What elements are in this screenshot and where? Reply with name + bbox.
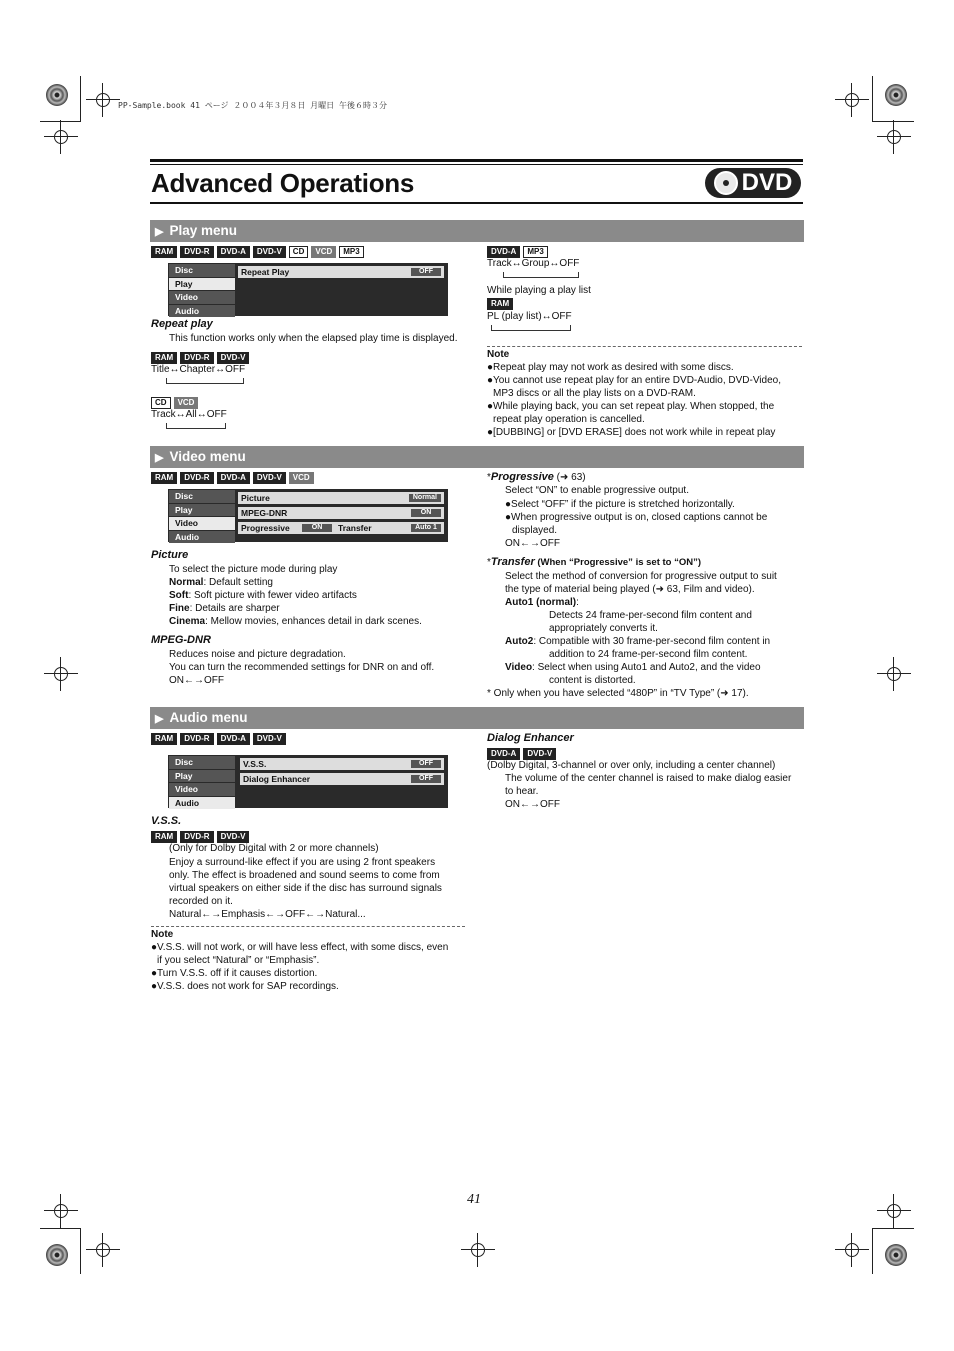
crop-line	[872, 1228, 873, 1274]
repeat-group3-cycle: Track↔Group↔OFF	[487, 258, 580, 269]
progressive-line: ●Select “OFF” if the picture is stretched horizontally.	[505, 499, 735, 510]
osd-row-value: OFF	[411, 760, 441, 768]
cycle-loop-arrow	[503, 272, 579, 278]
registration-target	[46, 1244, 68, 1266]
registration-crosshair	[86, 1233, 120, 1267]
osd-row-label: MPEG-DNR	[241, 508, 288, 518]
disc-icon	[714, 171, 738, 195]
picture-option	[169, 576, 273, 589]
transfer-auto1-line: Detects 24 frame-per-second film content and	[549, 610, 752, 621]
disc-badge: DVD-V	[253, 472, 286, 484]
disc-badge: RAM	[151, 352, 177, 364]
transfer-line: the type of material being played (➜ 63, Film and video).	[505, 584, 755, 595]
disc-badge: DVD-V	[253, 246, 286, 258]
audio-note-line: ●V.S.S. will not work, or will have less effect, with some discs, even	[151, 942, 449, 953]
progressive-title: Progressive	[490, 471, 554, 483]
disc-badge: DVD-A	[487, 246, 520, 258]
osd-tab-disc[interactable]: Disc	[169, 490, 235, 503]
option-key: Auto2	[505, 636, 534, 647]
disc-badge: RAM	[151, 733, 177, 745]
vss-line: (Only for Dolby Digital with 2 or more channels)	[169, 843, 379, 854]
footnote-star: *	[487, 472, 491, 483]
audio-menu-badges	[151, 733, 286, 745]
video-menu-osd	[168, 489, 448, 542]
option-colon: :	[576, 597, 579, 608]
registration-crosshair	[877, 657, 911, 691]
transfer-heading	[487, 556, 701, 569]
video-menu-heading	[150, 446, 804, 468]
dialog-enhancer-title: Dialog Enhancer	[487, 732, 574, 744]
play-note-title: Note	[487, 349, 510, 360]
option-key: Fine	[169, 603, 190, 614]
repeat-group4-cycle: PL (play list)↔OFF	[487, 311, 572, 322]
file-info-header: PP-Sample.book 41 ページ ２００４年３月８日 月曜日 午後６時３分	[118, 101, 387, 110]
title-rule-top	[150, 159, 803, 162]
osd-row-value: OFF	[411, 268, 441, 276]
audio-menu-heading	[150, 707, 804, 729]
disc-badge: MP3	[523, 246, 547, 258]
play-menu-heading-text: Play menu	[169, 223, 237, 238]
osd-row-value: Normal	[409, 494, 441, 502]
title-rule-thin	[150, 164, 803, 165]
disc-badge: DVD-V	[217, 352, 250, 364]
disc-badge: DVD-A	[487, 748, 520, 760]
picture-option	[169, 589, 357, 602]
audio-menu-heading-text: Audio menu	[169, 710, 248, 725]
audio-note-line: if you select “Natural” or “Emphasis”.	[157, 955, 320, 966]
option-value: : Default setting	[203, 577, 273, 588]
osd-row-picture[interactable]	[238, 492, 444, 504]
play-note-line: MP3 discs or all the play lists on a DVD-RAM.	[493, 388, 696, 399]
crop-line	[40, 121, 80, 122]
registration-crosshair	[835, 83, 869, 117]
disc-badge: DVD-V	[217, 831, 250, 843]
osd-tab-audio[interactable]: Audio	[169, 531, 235, 544]
triangle-right-icon: ▶	[155, 713, 164, 725]
disc-badge: DVD-A	[217, 733, 250, 745]
osd-tab-play[interactable]: Play	[169, 770, 235, 783]
disc-badge: DVD-R	[180, 733, 213, 745]
osd-row-value: OFF	[411, 775, 441, 783]
progressive-line: ●When progressive output is on, closed captions cannot be	[505, 512, 768, 523]
registration-crosshair	[44, 120, 78, 154]
osd-row-value: ON	[302, 524, 332, 532]
option-key: Video	[505, 662, 533, 673]
triangle-right-icon: ▶	[155, 226, 164, 238]
transfer-auto2	[505, 635, 770, 648]
osd-row-repeat-play[interactable]	[238, 266, 444, 278]
audio-menu-osd	[168, 755, 448, 808]
note-divider	[151, 926, 465, 927]
osd-row-value-transfer: Auto 1	[411, 524, 441, 532]
play-menu-heading	[150, 220, 804, 242]
footnote-star: *	[487, 557, 491, 568]
disc-badge: RAM	[151, 246, 177, 258]
registration-crosshair	[877, 1194, 911, 1228]
registration-target	[885, 84, 907, 106]
picture-option	[169, 615, 422, 628]
picture-intro: To select the picture mode during play	[169, 564, 338, 575]
osd-row-label: Picture	[241, 493, 270, 503]
registration-crosshair	[44, 1194, 78, 1228]
page-title: Advanced Operations	[151, 168, 415, 198]
play-menu-badges	[151, 246, 364, 258]
osd-row-label-transfer: Transfer	[338, 523, 372, 533]
crop-line	[872, 76, 873, 122]
cycle-loop-arrow	[166, 423, 226, 429]
osd-tab-disc[interactable]: Disc	[169, 264, 235, 277]
disc-badge: VCD	[174, 397, 199, 409]
osd-row-dialog-enhancer[interactable]	[240, 773, 444, 785]
disc-badge: MP3	[339, 246, 363, 258]
play-note-line: repeat play operation is cancelled.	[493, 414, 645, 425]
option-value: : Details are sharper	[189, 603, 280, 614]
repeat-group1-cycle: Title↔Chapter↔OFF	[151, 364, 246, 375]
vss-line: Enjoy a surround-like effect if you are using 2 front speakers	[169, 857, 436, 868]
repeat-group4-badges	[487, 298, 513, 310]
disc-badge: RAM	[151, 472, 177, 484]
transfer-video	[505, 661, 761, 674]
audio-note-line: ●V.S.S. does not work for SAP recordings.	[151, 981, 339, 992]
disc-badge: CD	[289, 246, 309, 258]
play-note-line: ●While playing back, you can set repeat play. When stopped, the	[487, 401, 775, 412]
mpeg-dnr-line: Reduces noise and picture degradation.	[169, 649, 346, 660]
dialog-line: to hear.	[505, 786, 539, 797]
osd-row-value: ON	[411, 509, 441, 517]
disc-badge: DVD-V	[523, 748, 556, 760]
option-key: Auto1 (normal)	[505, 597, 577, 608]
osd-row-label: Progressive	[241, 523, 290, 533]
option-value: : Compatible with 30 frame-per-second film content in	[533, 636, 771, 647]
osd-tab-video[interactable]: Video	[169, 783, 235, 796]
play-note-line: ●Repeat play may not work as desired with some discs.	[487, 362, 734, 373]
registration-target	[46, 84, 68, 106]
video-footnote: * Only when you have selected “480P” in “TV Type” (➜ 17).	[487, 688, 749, 699]
progressive-line: Select “ON” to enable progressive output.	[505, 485, 689, 496]
transfer-condition: (When “Progressive” is set to “ON”)	[534, 557, 702, 568]
audio-note-title: Note	[151, 929, 174, 940]
transfer-video-line: content is distorted.	[549, 675, 636, 686]
play-note-line: ●[DUBBING] or [DVD ERASE] does not work while in repeat play	[487, 427, 776, 438]
play-menu-osd	[168, 263, 448, 316]
registration-crosshair	[86, 83, 120, 117]
video-menu-badges	[151, 472, 314, 484]
dialog-line: The volume of the center channel is raised to make dialog easier	[505, 773, 792, 784]
note-divider	[487, 346, 802, 347]
osd-tab-disc[interactable]: Disc	[169, 756, 235, 769]
disc-badge: DVD-A	[217, 472, 250, 484]
cycle-loop-arrow	[491, 325, 571, 331]
crop-line	[872, 1228, 914, 1229]
disc-badge: DVD-R	[180, 352, 213, 364]
picture-title: Picture	[151, 549, 189, 561]
dvd-logo-text: DVD	[741, 169, 793, 196]
vss-line: virtual speakers on either side if the disc has surround signals	[169, 883, 442, 894]
audio-note-line: ●Turn V.S.S. off if it causes distortion.	[151, 968, 318, 979]
osd-row-vss[interactable]	[240, 758, 444, 770]
mpeg-dnr-line: ON←→OFF	[169, 675, 224, 686]
registration-crosshair	[44, 657, 78, 691]
vss-title: V.S.S.	[151, 815, 182, 827]
option-value: : Soft picture with fewer video artifacts	[188, 590, 357, 601]
osd-tab-video[interactable]: Video	[169, 517, 235, 530]
option-value: : Mellow movies, enhances detail in dark scenes.	[205, 616, 422, 627]
transfer-line: Select the method of conversion for progressive output to suit	[505, 571, 777, 582]
disc-badge: DVD-R	[180, 472, 213, 484]
registration-crosshair	[461, 1233, 495, 1267]
disc-badge: DVD-R	[180, 246, 213, 258]
osd-row-progressive[interactable]	[238, 522, 444, 534]
repeat-group2-cycle: Track↔All↔OFF	[151, 409, 227, 420]
option-key: Cinema	[169, 616, 206, 627]
title-rule-bottom	[150, 202, 803, 204]
repeat-group4-intro: While playing a play list	[487, 285, 591, 296]
osd-tab-play[interactable]: Play	[169, 504, 235, 517]
disc-badge: DVD-V	[253, 733, 286, 745]
registration-target	[885, 1244, 907, 1266]
repeat-play-title: Repeat play	[151, 318, 213, 330]
option-key: Soft	[169, 590, 189, 601]
progressive-line: ON←→OFF	[505, 538, 560, 549]
option-value: : Select when using Auto1 and Auto2, and the video	[532, 662, 761, 673]
triangle-right-icon: ▶	[155, 452, 164, 464]
repeat-play-desc: This function works only when the elapsed play time is displayed.	[169, 333, 458, 344]
osd-row-label: Dialog Enhancer	[243, 774, 311, 784]
progressive-line: displayed.	[512, 525, 558, 536]
play-note-line: ●You cannot use repeat play for an entire DVD-Audio, DVD-Video,	[487, 375, 781, 386]
osd-row-label: V.S.S.	[243, 759, 267, 769]
progressive-heading	[487, 471, 586, 484]
osd-row-mpeg-dnr[interactable]	[238, 507, 444, 519]
transfer-auto2-line: addition to 24 frame-per-second film content.	[549, 649, 748, 660]
osd-tab-audio[interactable]: Audio	[169, 797, 235, 810]
picture-option	[169, 602, 280, 615]
transfer-title: Transfer	[490, 556, 535, 568]
crop-line	[40, 1228, 80, 1229]
dialog-line: ON←→OFF	[505, 799, 560, 810]
osd-tab-audio[interactable]: Audio	[169, 305, 235, 318]
osd-tab-video[interactable]: Video	[169, 291, 235, 304]
disc-badge: DVD-A	[217, 246, 250, 258]
registration-crosshair	[877, 120, 911, 154]
mpeg-dnr-line: You can turn the recommended settings for DNR on and off.	[169, 662, 435, 673]
vss-line: Natural←→Emphasis←→OFF←→Natural...	[169, 909, 366, 920]
crop-line	[872, 121, 914, 122]
disc-badge: DVD-R	[180, 831, 213, 843]
vss-line: recorded on it.	[169, 896, 233, 907]
dvd-logo	[705, 168, 801, 198]
vss-line: only. The effect is broadened and sound seems to come from	[169, 870, 440, 881]
cycle-loop-arrow	[166, 378, 244, 384]
disc-badge: RAM	[151, 831, 177, 843]
mpeg-dnr-title: MPEG-DNR	[151, 634, 211, 646]
dialog-line: (Dolby Digital, 3-channel or over only, including a center channel)	[487, 760, 776, 771]
disc-badge: RAM	[487, 298, 513, 310]
page-number: 41	[467, 1192, 481, 1207]
video-menu-heading-text: Video menu	[169, 449, 246, 464]
crop-line	[80, 76, 81, 122]
disc-badge: VCD	[311, 246, 336, 258]
osd-tab-play[interactable]: Play	[169, 278, 235, 291]
disc-badge: CD	[151, 397, 171, 409]
option-key: Normal	[169, 577, 204, 588]
progressive-ref: (➜ 63)	[553, 472, 586, 483]
transfer-auto1-line: appropriately converts it.	[549, 623, 658, 634]
crop-line	[80, 1228, 81, 1274]
disc-badge: VCD	[289, 472, 314, 484]
registration-crosshair	[835, 1233, 869, 1267]
osd-row-label: Repeat Play	[241, 267, 290, 277]
transfer-auto1	[505, 596, 579, 609]
